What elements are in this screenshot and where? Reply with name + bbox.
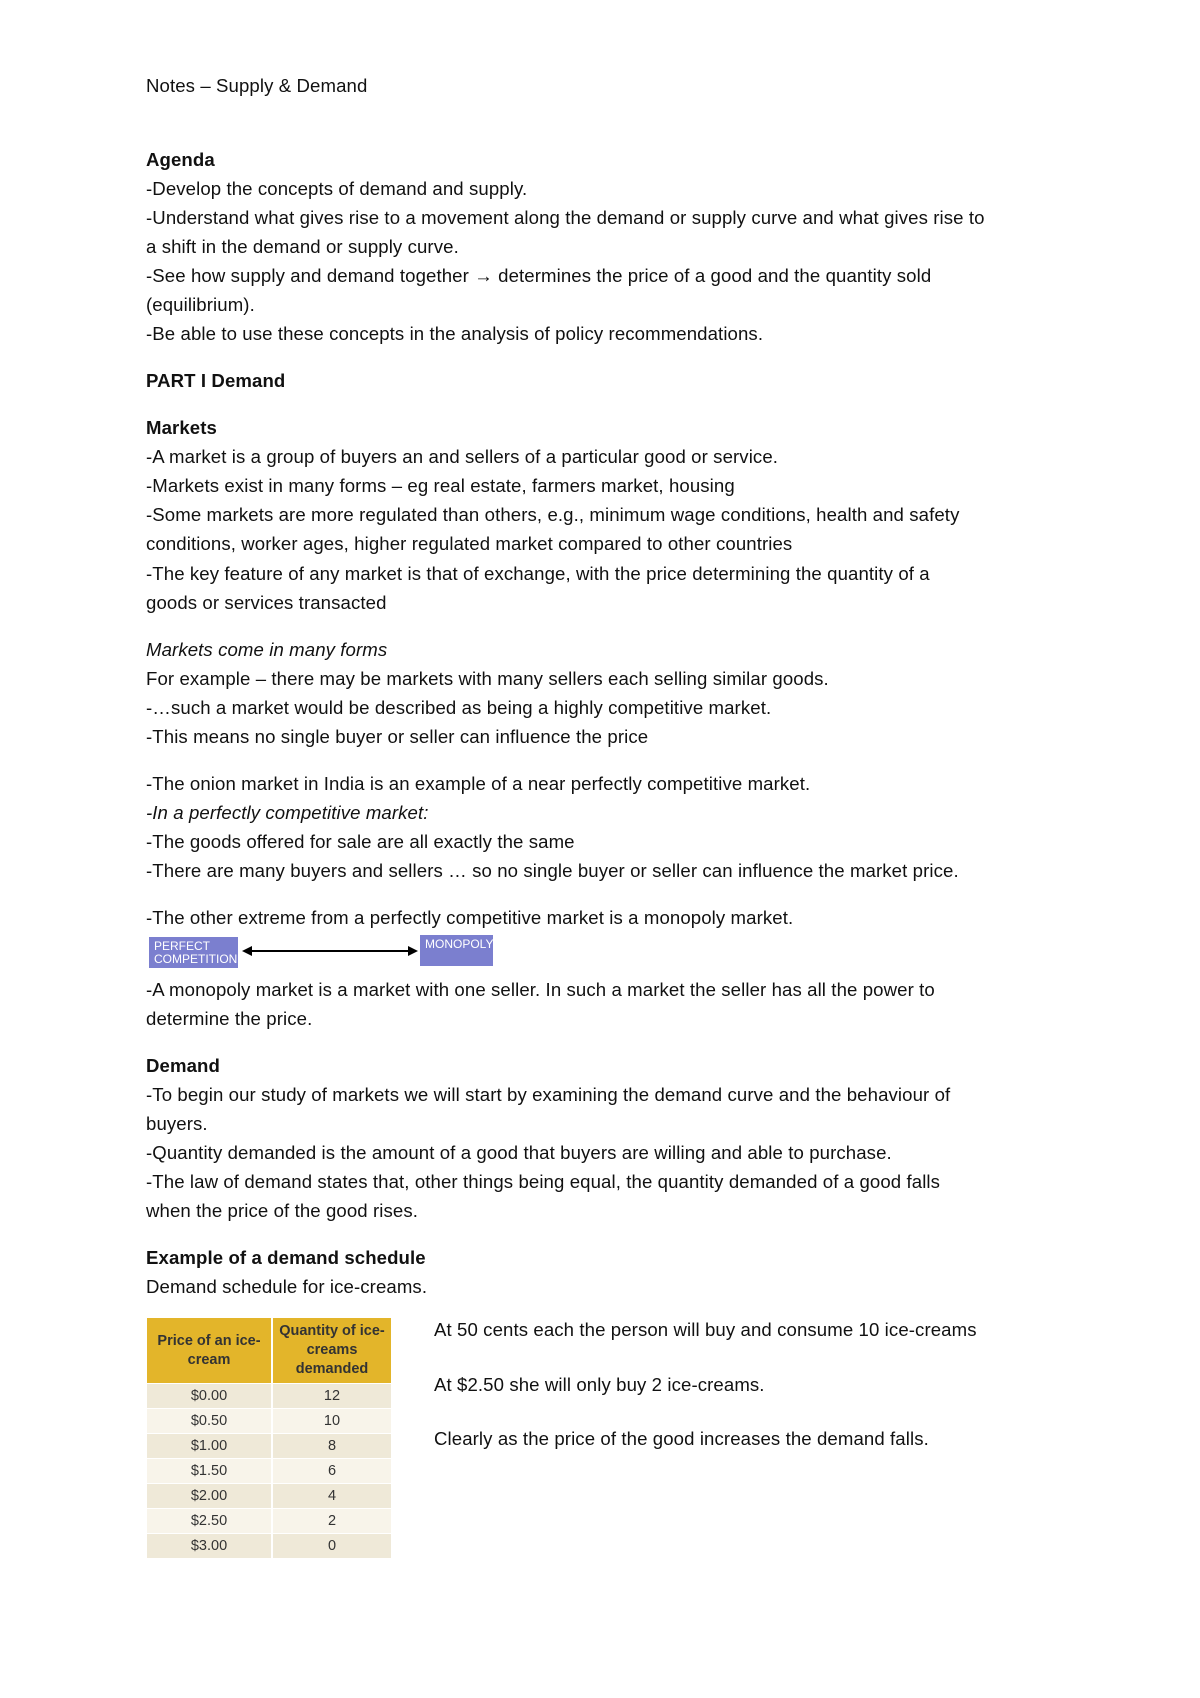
demand-line: -The law of demand states that, other things being equal, the quantity demanded of a good falls xyxy=(146,1171,941,1192)
onion-line: -The goods offered for sale are all exactly the same xyxy=(146,831,575,852)
quantity-column-header: Quantity of ice-creams demanded xyxy=(272,1318,391,1384)
quantity-cell: 6 xyxy=(272,1459,391,1484)
double-arrow-icon xyxy=(242,941,418,961)
perfect-competition-subheading: -In a perfectly competitive market: xyxy=(146,802,429,823)
quantity-cell: 4 xyxy=(272,1484,391,1509)
table-body xyxy=(147,1384,391,1559)
agenda-line: -Be able to use these concepts in the analysis of policy recommendations. xyxy=(146,323,764,344)
price-cell: $2.50 xyxy=(147,1509,272,1534)
quantity-cell: 8 xyxy=(272,1434,391,1459)
tag-label: COMPETITION xyxy=(154,952,238,966)
markets-line: goods or services transacted xyxy=(146,592,387,613)
price-cell: $1.50 xyxy=(147,1459,272,1484)
schedule-heading: Example of a demand schedule xyxy=(146,1247,426,1268)
agenda-line: (equilibrium). xyxy=(146,294,255,315)
onion-line: -There are many buyers and sellers … so no single buyer or seller can influence the market price. xyxy=(146,860,959,881)
perfect-competition-tag xyxy=(149,937,238,968)
demand-schedule-table xyxy=(147,1318,391,1558)
table-row xyxy=(147,1459,391,1484)
markets-line: conditions, worker ages, higher regulated market compared to other countries xyxy=(146,533,793,554)
extreme-line: -The other extreme from a perfectly competitive market is a monopoly market. xyxy=(146,907,794,928)
onion-line: -The onion market in India is an example of a near perfectly competitive market. xyxy=(146,773,811,794)
price-cell: $2.00 xyxy=(147,1484,272,1509)
markets-heading: Markets xyxy=(146,417,217,438)
agenda-line: -See how supply and demand together → determines the price of a good and the quantity sold xyxy=(146,265,932,286)
demand-line: buyers. xyxy=(146,1113,208,1134)
schedule-note: At $2.50 she will only buy 2 ice-creams. xyxy=(434,1374,765,1395)
forms-line: -This means no single buyer or seller can influence the price xyxy=(146,726,649,747)
quantity-cell: 12 xyxy=(272,1384,391,1409)
demand-heading: Demand xyxy=(146,1055,220,1076)
part1-heading: PART I Demand xyxy=(146,370,286,391)
demand-line: -Quantity demanded is the amount of a good that buyers are willing and able to purchase. xyxy=(146,1142,892,1163)
table-row xyxy=(147,1384,391,1409)
monopoly-line: determine the price. xyxy=(146,1008,313,1029)
monopoly-tag xyxy=(420,935,493,966)
agenda-line: -Understand what gives rise to a movement along the demand or supply curve and what gives rise to xyxy=(146,207,985,228)
demand-line: when the price of the good rises. xyxy=(146,1200,419,1221)
forms-subheading: Markets come in many forms xyxy=(146,639,388,660)
markets-line: -The key feature of any market is that of exchange, with the price determining the quantity of a xyxy=(146,563,930,584)
price-column-header: Price of an ice-cream xyxy=(147,1318,272,1384)
price-cell: $1.00 xyxy=(147,1434,272,1459)
agenda-line: -Develop the concepts of demand and supply. xyxy=(146,178,528,199)
agenda-heading: Agenda xyxy=(146,149,215,170)
forms-line: -…such a market would be described as being a highly competitive market. xyxy=(146,697,772,718)
quantity-cell: 2 xyxy=(272,1509,391,1534)
document-header: Notes – Supply & Demand xyxy=(146,75,368,96)
table-row xyxy=(147,1534,391,1559)
price-cell: $0.00 xyxy=(147,1384,272,1409)
markets-line: -Markets exist in many forms – eg real estate, farmers market, housing xyxy=(146,475,735,496)
markets-line: -A market is a group of buyers an and sellers of a particular good or service. xyxy=(146,446,779,467)
agenda-line: a shift in the demand or supply curve. xyxy=(146,236,459,257)
quantity-cell: 10 xyxy=(272,1409,391,1434)
markets-line: -Some markets are more regulated than others, e.g., minimum wage conditions, health and safety xyxy=(146,504,960,525)
tag-label: MONOPOLY xyxy=(425,937,494,951)
schedule-note: Clearly as the price of the good increases the demand falls. xyxy=(434,1428,929,1449)
table-header-row xyxy=(147,1318,391,1384)
monopoly-line: -A monopoly market is a market with one seller. In such a market the seller has all the power to xyxy=(146,979,935,1000)
quantity-cell: 0 xyxy=(272,1534,391,1559)
tag-label: PERFECT xyxy=(154,939,211,953)
table-row xyxy=(147,1484,391,1509)
table-row xyxy=(147,1409,391,1434)
schedule-note: At 50 cents each the person will buy and consume 10 ice-creams xyxy=(434,1319,977,1340)
schedule-caption: Demand schedule for ice-creams. xyxy=(146,1276,428,1297)
price-cell: $3.00 xyxy=(147,1534,272,1559)
table-row xyxy=(147,1434,391,1459)
table-row xyxy=(147,1509,391,1534)
forms-line: For example – there may be markets with many sellers each selling similar goods. xyxy=(146,668,829,689)
price-cell: $0.50 xyxy=(147,1409,272,1434)
demand-line: -To begin our study of markets we will start by examining the demand curve and the behaviour of xyxy=(146,1084,951,1105)
